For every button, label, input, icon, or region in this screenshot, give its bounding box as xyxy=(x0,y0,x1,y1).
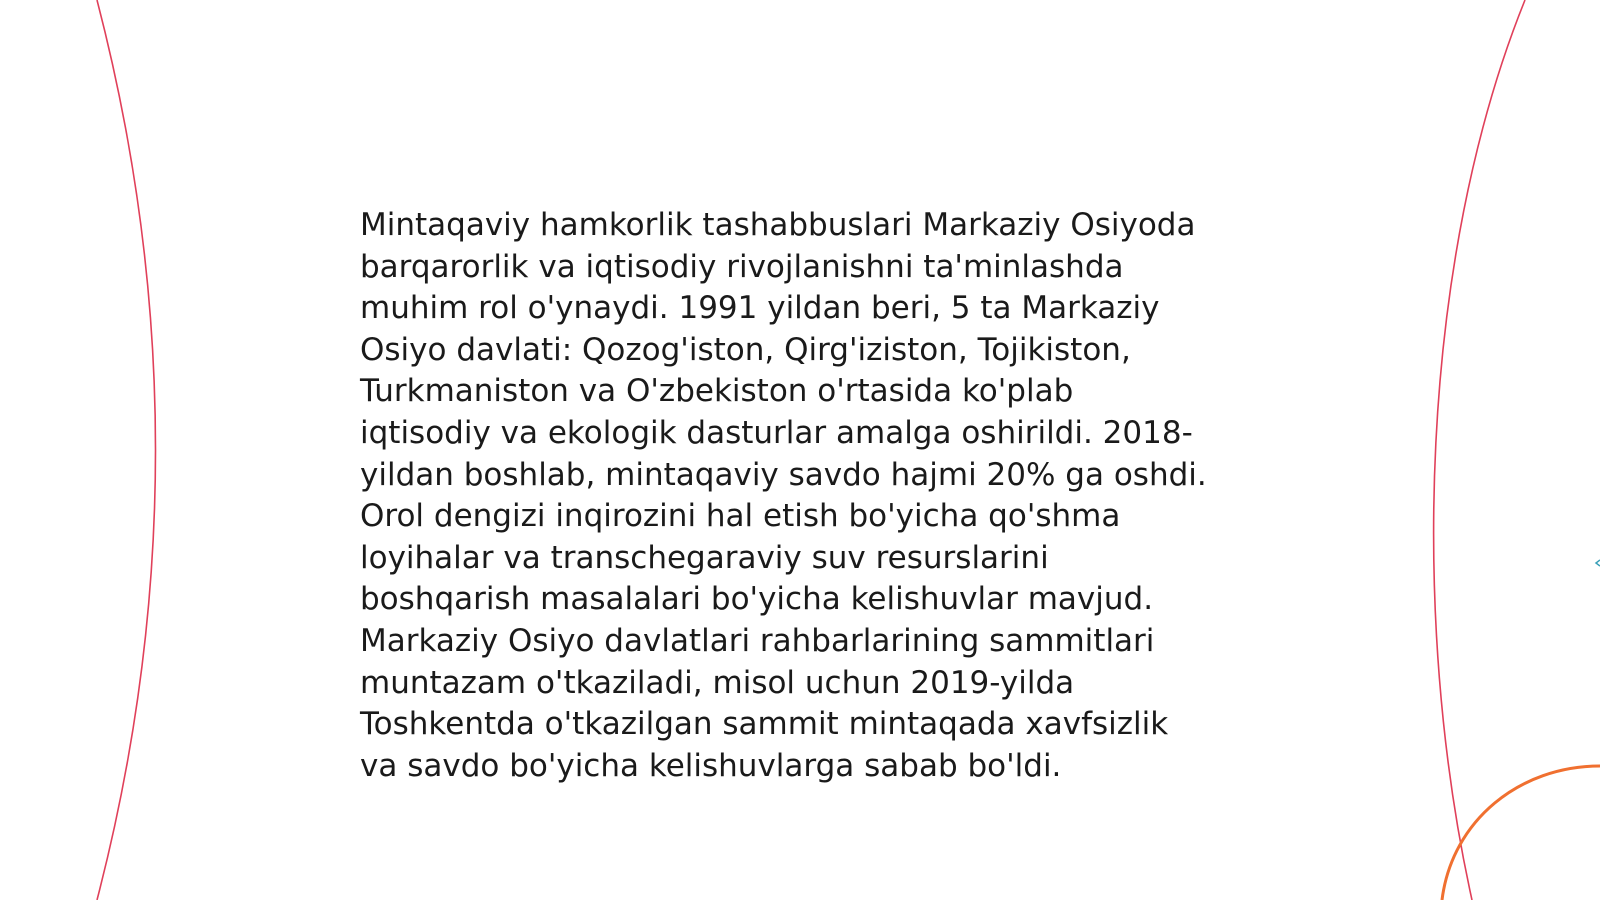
left-red-curve xyxy=(97,0,156,900)
right-edge-teal-mark xyxy=(1596,560,1600,566)
bottom-right-orange-arc xyxy=(1442,766,1600,900)
right-red-curve xyxy=(1434,0,1525,900)
body-text: Mintaqaviy hamkorlik tashabbuslari Markaziy Osiyoda barqarorlik va iqtisodiy rivojlanishni ta'minlashda muhim rol o'ynaydi. 1991 yildan beri, 5 ta Markaziy Osiyo davlati: Qozog'iston, Qirg'iziston, Tojikiston, Turkmaniston va O'zbekiston o'rtasida ko'plab iqtisodiy va ekologik dasturlar amalga oshirildi. 2018- yildan boshlab, mintaqaviy savdo hajmi 20% ga oshdi. Orol dengizi inqirozini hal etish bo'yicha qo'shma loyihalar va transchegaraviy suv resurslarini boshqarish masalalari bo'yicha kelishuvlar mavjud. Markaziy Osiyo davlatlari rahbarlarining sammitlari muntazam o'tkaziladi, misol uchun 2019-yilda Toshkentda o'tkazilgan sammit mintaqada xavfsizlik va savdo bo'yicha kelishuvlarga sabab bo'ldi. xyxy=(360,207,1207,784)
